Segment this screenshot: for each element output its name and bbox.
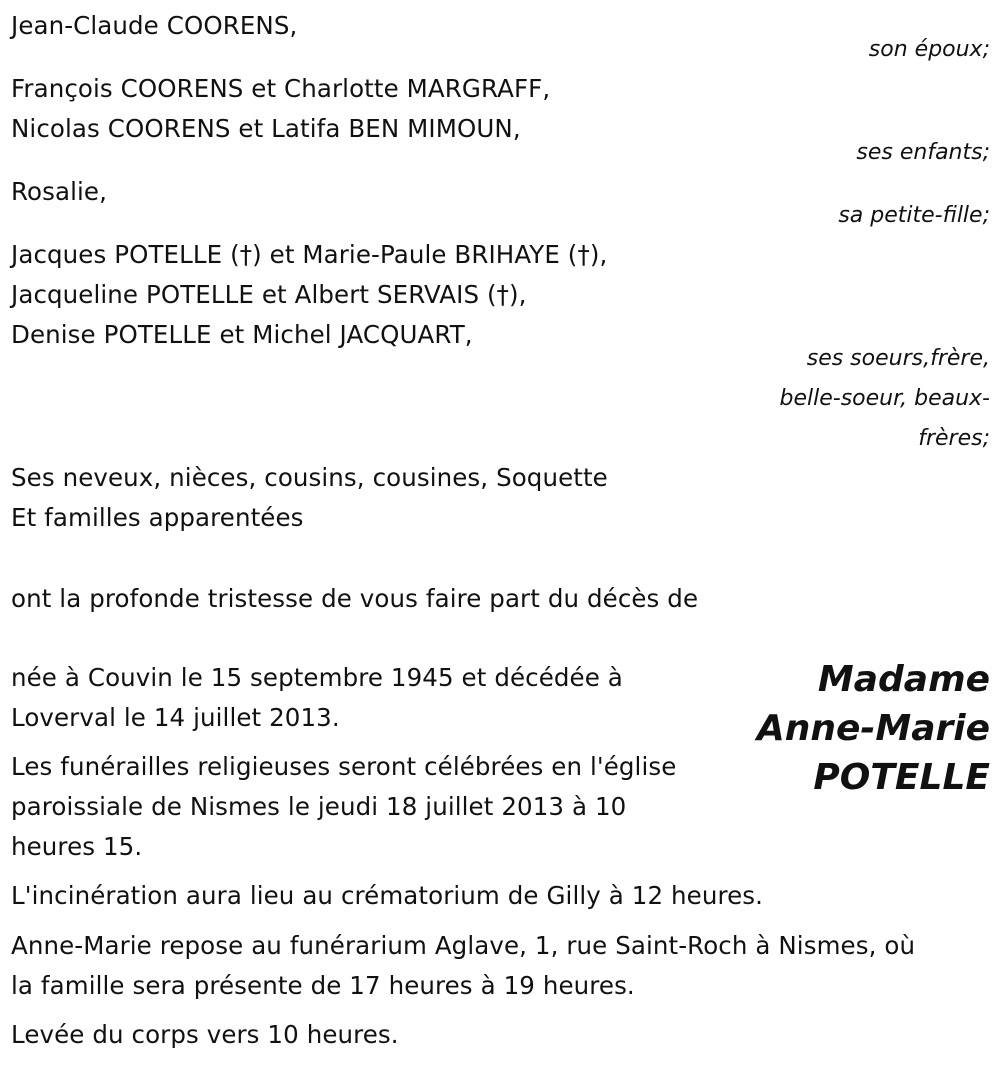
spouse-role: son époux; xyxy=(868,37,990,62)
deceased-name xyxy=(757,655,990,802)
siblings-role-line-1: ses soeurs,frère, xyxy=(806,346,990,371)
granddaughter-name: Rosalie, xyxy=(11,177,107,206)
funeral-line-3: heures 15. xyxy=(11,832,143,861)
child-line-1: François COORENS et Charlotte MARGRAFF, xyxy=(11,74,551,103)
granddaughter-role: sa petite-fille; xyxy=(838,203,990,228)
funeral-line-1: Les funérailles religieuses seront célébrées en l'église xyxy=(11,752,677,781)
children-role: ses enfants; xyxy=(856,140,990,165)
funeral-line-2: paroissiale de Nismes le jeudi 18 juillet 2013 à 10 xyxy=(11,792,627,821)
spouse-name: Jean-Claude COORENS, xyxy=(11,11,298,40)
visitation-line-1: Anne-Marie repose au funérarium Aglave, 1, rue Saint-Roch à Nismes, où xyxy=(11,931,916,960)
birth-death-line-2: Loverval le 14 juillet 2013. xyxy=(11,703,340,732)
sibling-line-3: Denise POTELLE et Michel JACQUART, xyxy=(11,320,473,349)
sibling-line-2: Jacqueline POTELLE et Albert SERVAIS (†), xyxy=(11,280,527,309)
others-line-2: Et familles apparentées xyxy=(11,503,304,532)
cremation-text: L'incinération aura lieu au crématorium de Gilly à 12 heures. xyxy=(11,881,764,910)
visitation-line-2: la famille sera présente de 17 heures à 19 heures. xyxy=(11,971,635,1000)
birth-death-line-1: née à Couvin le 15 septembre 1945 et décédée à xyxy=(11,663,623,692)
removal-text: Levée du corps vers 10 heures. xyxy=(11,1020,399,1049)
others-line-1: Ses neveux, nièces, cousins, cousines, Soquette xyxy=(11,463,608,492)
deceased-name-line-3: POTELLE xyxy=(813,757,990,798)
deceased-name-line-2: Anne-Marie xyxy=(756,708,990,749)
child-line-2: Nicolas COORENS et Latifa BEN MIMOUN, xyxy=(11,114,521,143)
siblings-role-line-3: frères; xyxy=(918,426,990,451)
sibling-line-1: Jacques POTELLE (†) et Marie-Paule BRIHAYE (†), xyxy=(11,240,608,269)
deceased-name-line-1: Madame xyxy=(817,659,990,700)
siblings-role-line-2: belle-soeur, beaux- xyxy=(779,386,990,411)
announcement-text: ont la profonde tristesse de vous faire part du décès de xyxy=(11,584,699,613)
